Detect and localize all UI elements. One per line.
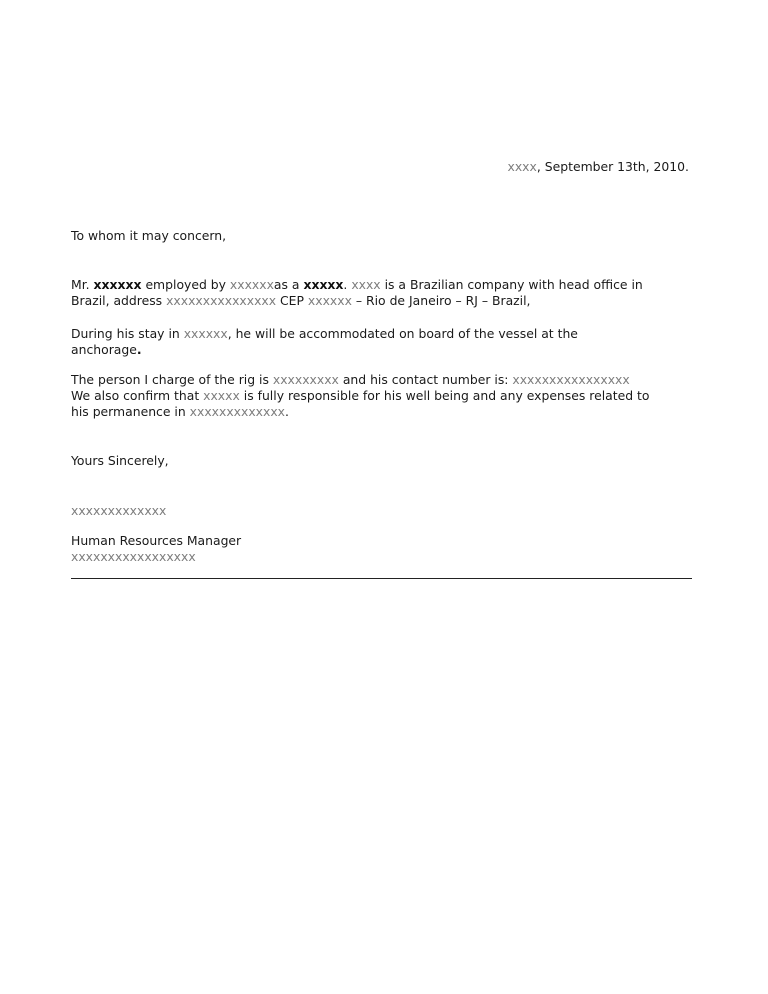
text-fragment: anchorage [71, 342, 137, 357]
contact-number-placeholder: xxxxxxxxxxxxxxxx [512, 372, 630, 387]
text-fragment: . [343, 277, 352, 292]
paragraph-accommodation [71, 326, 671, 358]
signature-title: Human Resources Manager [71, 533, 242, 548]
text-fragment: , he will be accommodated on board of the vessel at the [227, 326, 578, 341]
text-fragment: – Rio de Janeiro – RJ – Brazil, [351, 293, 531, 308]
text-fragment: . [284, 404, 289, 419]
paragraph-employment-line-2 [71, 293, 671, 309]
closing-text: Yours Sincerely, [71, 453, 169, 468]
text-fragment: . [136, 342, 142, 357]
text-fragment: is fully responsible for his well being and any expenses related to [239, 388, 650, 403]
paragraph-responsibility-line-2 [71, 388, 671, 404]
paragraph-responsibility [71, 372, 671, 420]
text-fragment: employed by [141, 277, 230, 292]
date-place-placeholder: xxxx [507, 159, 537, 174]
employer-placeholder: xxxxxx [229, 277, 274, 292]
paragraph-responsibility-line-3 [71, 404, 671, 420]
text-fragment: CEP [276, 293, 308, 308]
paragraph-employment-line-1 [71, 277, 671, 293]
responsible-company-placeholder: xxxxx [203, 388, 240, 403]
cep-placeholder: xxxxxx [307, 293, 352, 308]
signature-name [71, 503, 671, 519]
paragraph-employment [71, 277, 671, 309]
text-fragment: and his contact number is: [338, 372, 513, 387]
text-fragment: as a [273, 277, 304, 292]
salutation [71, 228, 671, 244]
text-fragment: his permanence in [71, 404, 190, 419]
footer-rule [71, 578, 692, 579]
position-placeholder: xxxxx [303, 277, 344, 292]
signature-block [71, 533, 671, 565]
employee-name-placeholder: xxxxxx [93, 277, 142, 292]
paragraph-accommodation-line-1 [71, 326, 671, 342]
company-placeholder: xxxx [351, 277, 381, 292]
signature-contact-placeholder: xxxxxxxxxxxxxxxxx [71, 549, 196, 564]
closing [71, 453, 671, 469]
stay-place-placeholder: xxxxxx [183, 326, 228, 341]
text-fragment: Brazil, address [71, 293, 167, 308]
text-fragment: The person I charge of the rig is [71, 372, 273, 387]
signature-name-placeholder: xxxxxxxxxxxxx [71, 503, 167, 518]
paragraph-responsibility-line-1 [71, 372, 671, 388]
text-fragment: is a Brazilian company with head office in [380, 277, 643, 292]
address-placeholder: xxxxxxxxxxxxxxx [166, 293, 277, 308]
salutation-text: To whom it may concern, [71, 228, 227, 243]
permanence-place-placeholder: xxxxxxxxxxxxx [189, 404, 285, 419]
text-fragment: During his stay in [71, 326, 184, 341]
rig-person-placeholder: xxxxxxxxx [272, 372, 339, 387]
paragraph-accommodation-line-2 [71, 342, 671, 358]
text-fragment: We also confirm that [71, 388, 204, 403]
text-fragment: Mr. [71, 277, 94, 292]
date-text: , September 13th, 2010. [536, 159, 689, 174]
letter-date [0, 159, 689, 175]
